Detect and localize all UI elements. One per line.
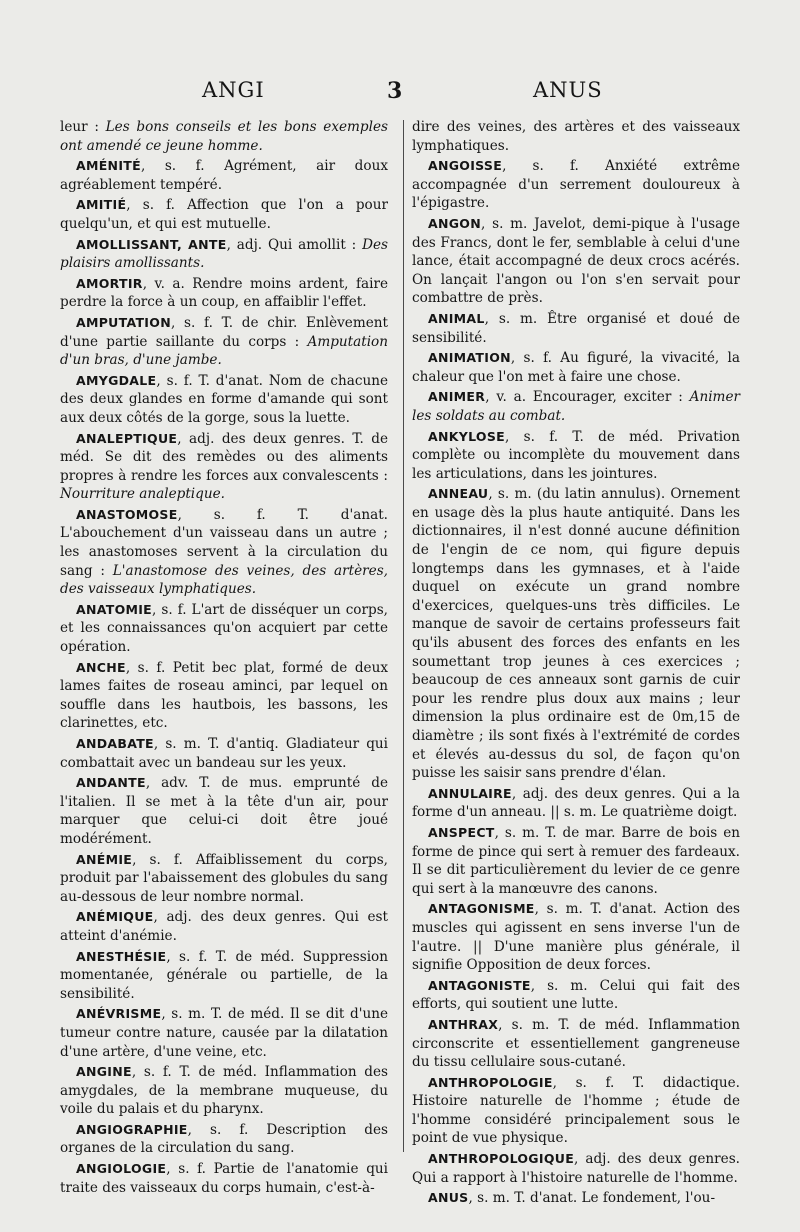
dictionary-entry — [60, 196, 388, 233]
entry-headword: ANNEAU — [428, 486, 489, 502]
right-column — [412, 118, 740, 1207]
dictionary-entry — [412, 349, 740, 386]
entry-definition: , s. f. T. de méd. Privation complète ou incomplète du mouvement dans les articulations, dans les jointures. — [412, 428, 740, 482]
entry-definition: dire des veines, des artères et des vaisseaux lymphatiques. — [412, 119, 740, 154]
entry-example: Animer les soldats au combat. — [412, 389, 740, 424]
entry-example: Amputation d'un bras, d'une jambe. — [60, 333, 388, 369]
dictionary-entry — [60, 1005, 388, 1061]
entry-headword: ANCHE — [76, 659, 126, 675]
dictionary-entry — [412, 1189, 740, 1208]
entry-definition: , s. f. Petit bec plat, formé de deux lames faites de roseau aminci, par lequel on souffle dans les hautbois, les bassons, les clarinettes, etc. — [60, 659, 388, 732]
dictionary-entry — [60, 372, 388, 428]
entry-headword: ANNULAIRE — [428, 785, 512, 801]
dictionary-entry — [412, 118, 740, 155]
entry-definition: , s. f. Agrément, air doux agréablement tempéré. — [60, 158, 388, 193]
entry-headword: ANASTOMOSE — [76, 506, 178, 522]
dictionary-entry — [412, 1074, 740, 1148]
entry-headword: ANTAGONISME — [428, 901, 535, 917]
entry-headword: ANTAGONISTE — [428, 977, 531, 993]
entry-definition: , adj. des deux genres. T. de méd. Se dit des remèdes ou des aliments propres à rendre les forces aux convalescents : — [60, 430, 388, 484]
entry-headword: AMOLLISSANT, ANTE — [76, 236, 227, 252]
entry-definition: , s. m. T. d'antiq. Gladiateur qui combattait avec un bandeau sur les yeux. — [60, 736, 388, 771]
entry-headword: ANDANTE — [76, 775, 146, 791]
entry-definition: leur : — [60, 119, 106, 135]
entry-definition: , s. f. T. didactique. Histoire naturelle de l'homme ; étude de l'homme considéré principalement sous le point de vue physique. — [412, 1074, 740, 1147]
entry-headword: ANIMER — [428, 389, 486, 405]
dictionary-entry — [412, 1016, 740, 1072]
dictionary-entry — [60, 948, 388, 1004]
entry-definition: , s. m. T. d'anat. Action des muscles qui agissent en sens inverse l'un de l'autre. || D'une manière plus générale, il signifie Opposition de deux forces. — [412, 901, 740, 974]
entry-definition: , s. f. Partie de l'anatomie qui traite des vaisseaux du corps humain, c'est-à- — [60, 1161, 388, 1196]
entry-definition: , s. m. Celui qui fait des efforts, qui soutient une lutte. — [412, 977, 740, 1013]
entry-headword: ANSPECT — [428, 824, 495, 840]
entry-headword: ANTHROPOLOGIQUE — [428, 1151, 575, 1167]
entry-definition: , s. m. (du latin annulus). Ornement en usage dès la plus haute antiquité. Dans les dictionnaires, il n'est donné aucune définition de l'engin de ce nom, qui figure depuis longtemps dans les gymnases, et à l'aide duquel on exécute un grand nombre d'exercices, quelques-uns très difficiles. Le manque de savoir de certains professeurs fait qu'ils abusent des forces des enfants en les soumettant trop jeunes à ces exercices ; beaucoup de ces anneaux sont garnis de cuir pour les rendre plus doux aux mains ; leur dimension la plus ordinaire est de 0m,15 de diamètre ; ils sont fixés à l'extrémité de cordes et élevés au-dessus du sol, de façon qu'on puisse les saisir sans prendre d'élan. — [412, 486, 740, 782]
entry-headword: AMPUTATION — [76, 314, 171, 330]
entry-definition: , s. f. T. d'anat. Nom de chacune des deux glandes en forme d'amande qui sont aux deux côtés de la gorge, sous la luette. — [60, 372, 388, 426]
dictionary-entry — [60, 659, 388, 733]
dictionary-entry — [412, 824, 740, 898]
entry-definition: , s. f. Affaiblissement du corps, produit par l'abaissement des globules du sang au-dessous de leur nombre normal. — [60, 851, 388, 905]
entry-definition: , s. f. T. d'anat. L'abouchement d'un vaisseau dans un autre ; les anastomoses servent à la circulation du sang : — [60, 506, 388, 579]
entry-headword: ANIMATION — [428, 350, 511, 366]
entry-definition: , s. m. T. d'anat. Le fondement, l'ou- — [468, 1190, 716, 1207]
dictionary-entry — [412, 157, 740, 213]
dictionary-entry — [60, 601, 388, 657]
dictionary-entry — [412, 215, 740, 308]
entry-headword: ANIMAL — [428, 310, 485, 326]
guide-word-right: ANUS — [533, 78, 603, 102]
entry-definition: , s. f. L'art de disséquer un corps, et les connaissances qu'on acquiert par cette opération. — [60, 601, 388, 656]
entry-example: Les bons conseils et les bons exemples ont amendé ce jeune homme. — [60, 119, 388, 154]
entry-headword: ANALEPTIQUE — [76, 430, 178, 446]
entry-headword: AMYGDALE — [76, 372, 157, 388]
entry-headword: ANÉVRISME — [76, 1006, 162, 1022]
entry-headword: AMITIÉ — [76, 197, 127, 213]
dictionary-entry — [60, 314, 388, 370]
entry-definition: , adj. Qui amollit : — [226, 236, 363, 253]
entry-definition: , adj. des deux genres. Qui est atteint d'anémie. — [60, 909, 388, 944]
entry-headword: ANUS — [428, 1190, 469, 1206]
entry-definition: , s. m. T. de mar. Barre de bois en forme de pince qui sert à remuer des fardeaux. Il se dit particulièrement du levier de ce genre qui sert à la manœuvre des canons. — [412, 824, 740, 897]
entry-example: Des plaisirs amollissants. — [60, 236, 389, 272]
dictionary-entry — [412, 428, 740, 484]
dictionary-entry — [412, 900, 740, 974]
guide-word-left: ANGI — [202, 78, 265, 102]
dictionary-entry — [60, 430, 388, 504]
running-head — [0, 78, 800, 108]
entry-headword: ANGOISSE — [428, 158, 503, 174]
dictionary-entry — [60, 735, 388, 772]
entry-headword: ANDABATE — [76, 736, 154, 751]
entry-definition: , adv. T. de mus. emprunté de l'italien. Il se met à la tête d'un air, pour marquer que celui-ci doit être joué modérément. — [60, 775, 388, 847]
entry-definition: , s. f. Anxiété extrême accompagnée d'un serrement douloureux à l'épigastre. — [412, 158, 740, 212]
entry-definition: , adj. des deux genres. Qui a rapport à l'histoire naturelle de l'homme. — [412, 1151, 740, 1186]
dictionary-entry — [412, 785, 740, 822]
entry-definition: , s. f. T. de chir. Enlèvement d'une partie saillante du corps : — [60, 314, 388, 350]
column-divider — [403, 120, 404, 1152]
entry-definition: , v. a. Rendre moins ardent, faire perdre la force à un coup, en affaiblir l'effet. — [60, 275, 388, 311]
dictionary-entry — [60, 157, 388, 194]
dictionary-entry — [412, 310, 740, 347]
entry-example: L'anastomose des veines, des artères, des vaisseaux lymphatiques. — [60, 562, 389, 598]
dictionary-entry — [60, 774, 388, 848]
dictionary-entry — [412, 977, 740, 1014]
entry-definition: , s. f. T. de méd. Suppression momentanée, générale ou partielle, de la sensibilité. — [60, 948, 388, 1002]
dictionary-entry — [60, 236, 388, 273]
dictionary-entry — [412, 1150, 740, 1187]
dictionary-entry — [60, 908, 388, 945]
dictionary-entry — [60, 506, 388, 599]
entry-definition: , s. m. Javelot, demi-pique à l'usage des Francs, dont le fer, semblable à celui d'une lance, était accompagné de deux crocs acérés. On lançait l'angon ou l'on s'en servait pour combattre de près. — [412, 215, 740, 307]
dictionary-entry — [60, 275, 388, 312]
entry-definition: , s. m. T. de méd. Il se dit d'une tumeur contre nature, causée par la dilatation d'une artère, d'une veine, etc. — [60, 1006, 388, 1060]
entry-definition: , s. m. T. de méd. Inflammation circonscrite et essentiellement gangreneuse du tissu cellulaire sous-cutané. — [412, 1016, 740, 1071]
entry-headword: ANKYLOSE — [428, 428, 505, 444]
entry-definition: , s. f. Description des organes de la circulation du sang. — [60, 1121, 388, 1157]
entry-example: Nourriture analeptique. — [60, 486, 225, 503]
entry-definition: , s. f. Au figuré, la vivacité, la chaleur que l'on met à faire une chose. — [412, 350, 740, 385]
entry-headword: ANGIOLOGIE — [76, 1161, 167, 1177]
entry-headword: ANATOMIE — [76, 601, 153, 617]
entry-headword: ANGIOGRAPHIE — [76, 1121, 188, 1137]
entry-headword: ANESTHÉSIE — [76, 948, 167, 964]
entry-headword: AMÉNITÉ — [76, 158, 141, 174]
dictionary-entry — [60, 1063, 388, 1119]
dictionary-entry — [60, 851, 388, 907]
entry-headword: ANGINE — [76, 1064, 132, 1080]
entry-headword: ANTHRAX — [428, 1016, 499, 1032]
left-column — [60, 118, 389, 1196]
dictionary-entry — [60, 1160, 388, 1197]
entry-definition: , s. f. T. de méd. Inflammation des amygdales, de la membrane muqueuse, du voile du palais et du pharynx. — [60, 1064, 388, 1118]
dictionary-entry — [412, 485, 740, 783]
dictionary-entry — [60, 118, 388, 155]
entry-headword: ANÉMIQUE — [76, 909, 154, 925]
page-number: 3 — [387, 78, 404, 104]
dictionary-entry — [60, 1121, 388, 1158]
entry-headword: ANÉMIE — [76, 851, 133, 867]
entry-headword: ANTHROPOLOGIE — [428, 1074, 553, 1090]
dictionary-entry — [412, 388, 740, 425]
entry-definition: , s. f. Affection que l'on a pour quelqu'un, et qui est mutuelle. — [60, 197, 388, 232]
entry-headword: ANGON — [428, 215, 481, 231]
entry-headword: AMORTIR — [76, 275, 143, 291]
entry-definition: , v. a. Encourager, exciter : — [485, 389, 690, 406]
entry-definition: , adj. des deux genres. Qui a la forme d'un anneau. || s. m. Le quatrième doigt. — [412, 785, 740, 821]
entry-definition: , s. m. Être organisé et doué de sensibilité. — [412, 310, 740, 346]
